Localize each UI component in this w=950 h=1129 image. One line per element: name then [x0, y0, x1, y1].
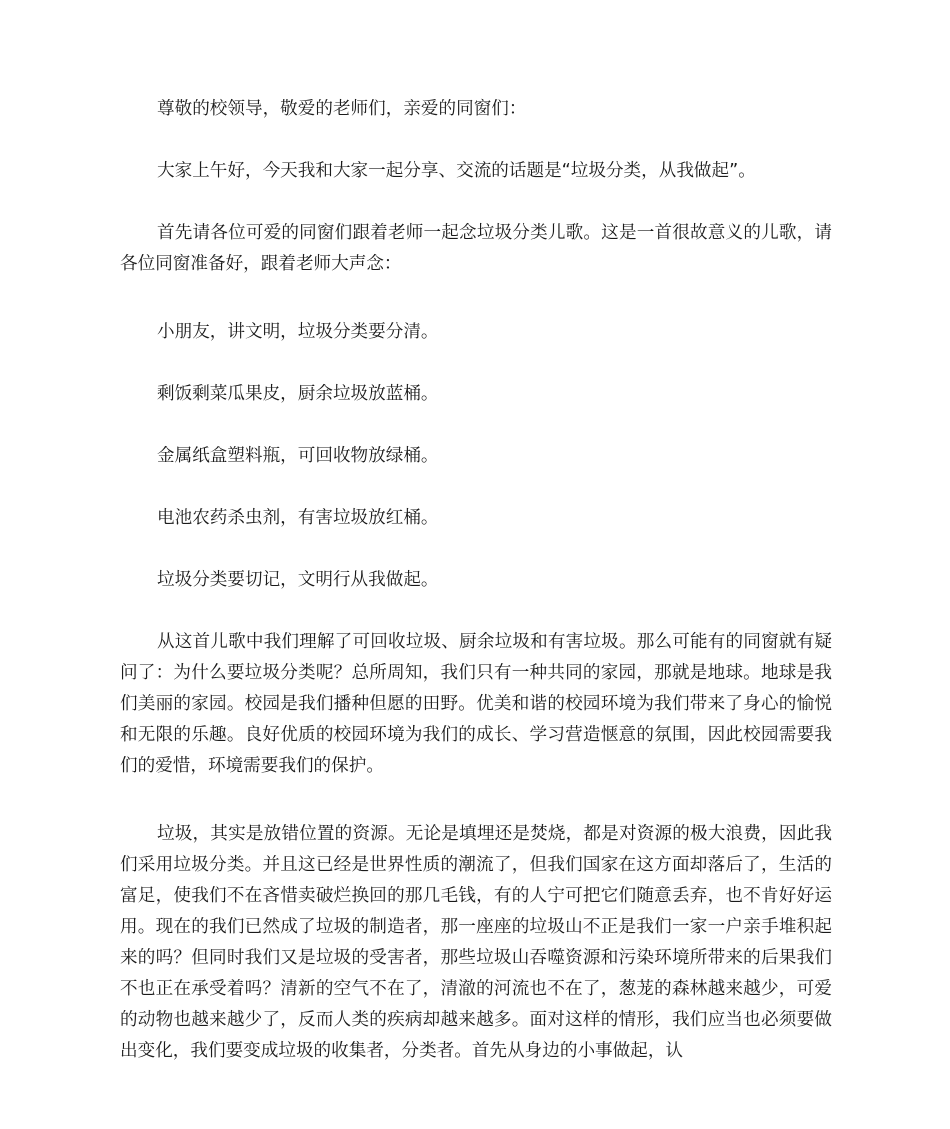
opening-line: 大家上午好，今天我和大家一起分享、交流的话题是“垃圾分类，从我做起”。 — [157, 161, 756, 181]
intro-paragraph: 首先请各位可爱的同窗们跟着老师一起念垃圾分类儿歌。这是一首很故意义的儿歌，请各位同窗准备好，跟着老师大声念： — [120, 223, 832, 274]
salutation: 尊敬的校领导，敬爱的老师们，亲爱的同窗们： — [157, 99, 527, 119]
rhyme-line-1: 小朋友，讲文明，垃圾分类要分清。 — [157, 322, 439, 342]
rhyme-line-3: 金属纸盒塑料瓶，可回收物放绿桶。 — [157, 446, 439, 466]
body-paragraph-2: 垃圾，其实是放错位置的资源。无论是填埋还是焚烧，都是对资源的极大浪费，因此我们采用垃圾分类。并且这已经是世界性质的潮流了，但我们国家在这方面却落后了，生活的富足，使我们不在吝惜卖破烂换回的那几毛钱，有的人宁可把它们随意丢弃，也不肯好好运用。现在的我们已然成了垃圾的制造者，那一座座的垃圾山不正是我们一家一户亲手堆积起来的吗？但同时我们又是垃圾的受害者，那些垃圾山吞噬资源和污染环境所带来的后果我们不也正在承受着吗？清新的空气不在了，清澈的河流也不在了，葱茏的森林越来越少，可爱的动物也越来越少了，反而人类的疾病却越来越多。面对这样的情形，我们应当也必须要做出变化，我们要变成垃圾的收集者，分类者。首先从身边的小事做起，认 — [120, 824, 832, 1061]
body-paragraph-1: 从这首儿歌中我们理解了可回收垃圾、厨余垃圾和有害垃圾。那么可能有的同窗就有疑问了：为什么要垃圾分类呢？总所周知，我们只有一种共同的家园，那就是地球。地球是我们美丽的家园。校园是我们播种但愿的田野。优美和谐的校园环境为我们带来了身心的愉悦和无限的乐趣。良好优质的校园环境为我们的成长、学习营造惬意的氛围，因此校园需要我们的爱惜，环境需要我们的保护。 — [120, 632, 832, 776]
rhyme-line-4: 电池农药杀虫剂，有害垃圾放红桶。 — [157, 508, 439, 528]
rhyme-line-2: 剩饭剩菜瓜果皮，厨余垃圾放蓝桶。 — [157, 384, 439, 404]
rhyme-line-5: 垃圾分类要切记，文明行从我做起。 — [157, 570, 439, 590]
document-page — [120, 94, 832, 1104]
